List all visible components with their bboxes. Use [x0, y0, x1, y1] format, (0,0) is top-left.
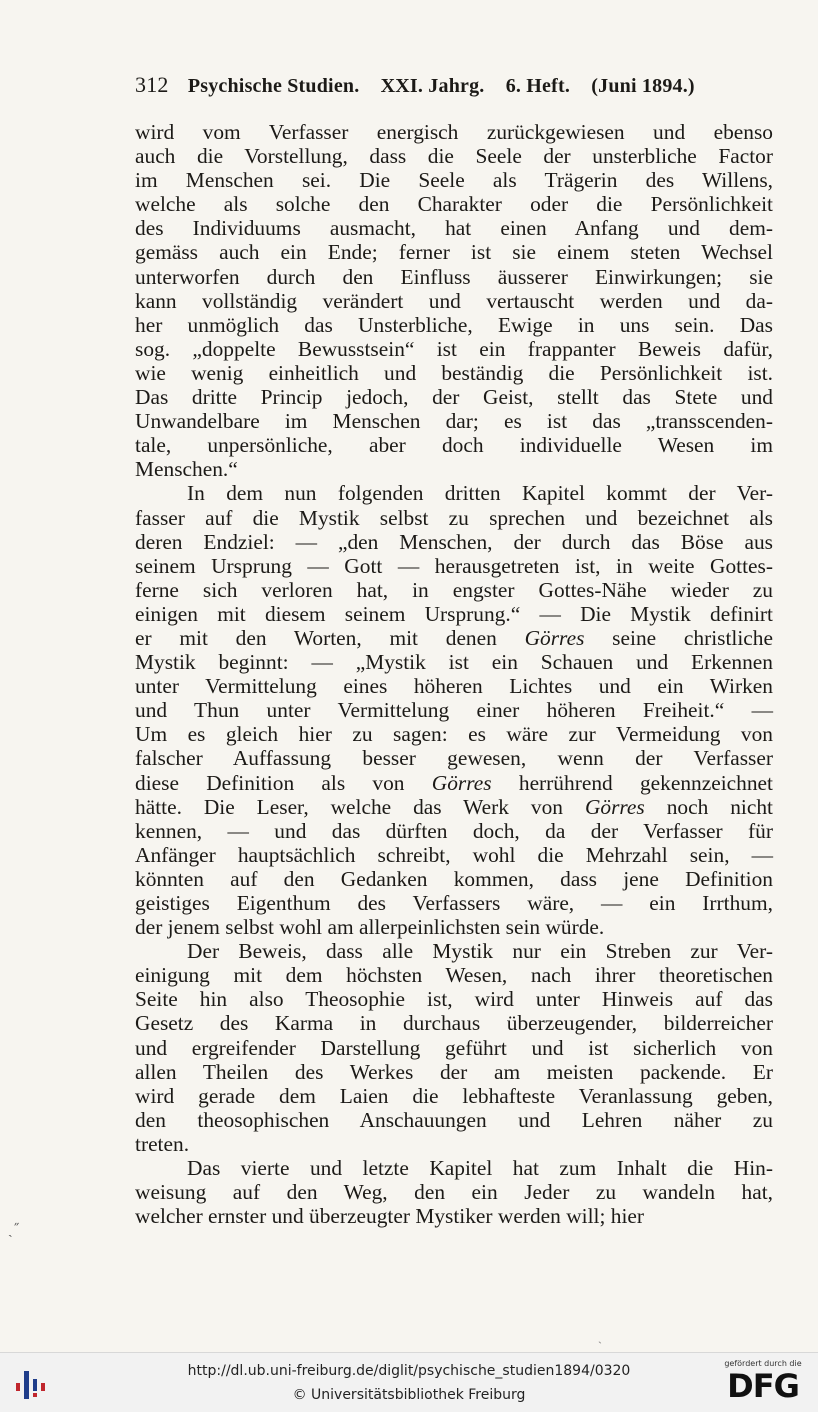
text-line: welcher ernster und überzeugter Mystiker werden will; hier: [135, 1204, 645, 1229]
viewer-footer: [0, 1352, 818, 1412]
text-line: unter Vermittelung eines höheren Lichtes und ein Wirken: [135, 674, 773, 699]
text-line: Das dritte Princip jedoch, der Geist, stellt das Stete und: [135, 385, 773, 410]
dfg-logo: [718, 1359, 808, 1407]
text-line: weisung auf den Weg, den ein Jeder zu wandeln hat,: [135, 1180, 773, 1205]
text-line: Unwandelbare im Menschen dar; es ist das „transscenden-: [135, 409, 773, 434]
text-line: im Menschen sei. Die Seele als Trägerin des Willens,: [135, 168, 773, 193]
text-line: er mit den Worten, mit denen Görres seine christliche: [135, 625, 773, 650]
text-line: geistiges Eigenthum des Verfassers wäre, — ein Irrthum,: [135, 891, 773, 915]
text-line: Das vierte und letzte Kapitel hat zum Inhalt die Hin-: [187, 1156, 773, 1181]
text-line: allen Theilen des Werkes der am meisten packende. Er: [135, 1059, 773, 1084]
stray-mark: ˏ: [598, 1330, 602, 1344]
page-number: 312: [135, 72, 169, 97]
text-line: des Individuums ausmacht, hat einen Anfang und dem-: [135, 216, 773, 241]
journal-issue: 6. Heft.: [505, 75, 571, 97]
text-line: kennen, — und das dürften doch, da der Verfasser für: [135, 818, 773, 843]
text-line: tale, unpersönliche, aber doch individuelle Wesen im: [135, 433, 773, 458]
copyright-notice: © Universitätsbibliothek Freiburg: [292, 1387, 526, 1403]
running-header: [135, 72, 775, 102]
text-line: Menschen.“: [135, 457, 238, 482]
text-line: seinem Ursprung — Gott — herausgetreten ist, in weite Gottes-: [135, 553, 773, 578]
dfg-wordmark: DFG: [727, 1367, 799, 1405]
text-line: und ergreifender Darstellung geführt und ist sicherlich von: [135, 1035, 773, 1060]
permalink-url[interactable]: http://dl.ub.uni-freiburg.de/diglit/psychische_studien1894/0320: [187, 1363, 631, 1379]
text-line: Der Beweis, dass alle Mystik nur ein Streben zur Ver-: [187, 939, 773, 964]
text-line: her unmöglich das Unsterbliche, Ewige in uns sein. Das: [135, 312, 773, 337]
text-line: kann vollständig verändert und vertauscht werden und da-: [135, 288, 773, 313]
journal-date: (Juni 1894.): [591, 75, 695, 97]
text-line: unterworfen durch den Einfluss äusserer Einwirkungen; sie: [135, 264, 773, 289]
text-line: treten.: [135, 1131, 190, 1156]
text-line: welche als solche den Charakter oder die Persönlichkeit: [135, 192, 773, 217]
text-line: wie wenig einheitlich und beständig die Persönlichkeit ist.: [135, 360, 773, 385]
text-line: ferne sich verloren hat, in engster Gottes-Nähe wieder zu: [135, 577, 773, 602]
journal-year: XXI. Jahrg.: [380, 75, 485, 97]
text-line: Gesetz des Karma in durchaus überzeugender, bilderreicher: [135, 1011, 773, 1036]
text-line: deren Endziel: — „den Menschen, der durch das Böse aus: [135, 529, 773, 554]
text-line: In dem nun folgenden dritten Kapitel kommt der Ver-: [187, 481, 773, 506]
dfg-caption: gefördert durch die: [724, 1359, 802, 1368]
text-line: auch die Vorstellung, dass die Seele der unsterbliche Factor: [135, 144, 773, 169]
margin-mark: ˏ˝: [8, 1222, 20, 1238]
journal-title: Psychische Studien.: [187, 75, 360, 97]
text-line: fasser auf die Mystik selbst zu sprechen und bezeichnet als: [135, 505, 773, 530]
text-line: diese Definition als von Görres herrührend gekennzeichnet: [135, 770, 773, 795]
text-line: wird vom Verfasser energisch zurückgewiesen und ebenso: [135, 120, 773, 144]
text-line: sog. „doppelte Bewusstsein“ ist ein frappanter Beweis dafür,: [135, 336, 773, 361]
text-line: Anfänger hauptsächlich schreibt, wohl die Mehrzahl sein, —: [135, 842, 773, 867]
text-line: gemäss auch ein Ende; ferner ist sie einem steten Wechsel: [135, 240, 773, 265]
body-text: [135, 120, 773, 1228]
text-line: einigen mit diesem seinem Ursprung.“ — Die Mystik definirt: [135, 601, 773, 626]
text-line: Mystik beginnt: — „Mystik ist ein Schauen und Erkennen: [135, 650, 773, 675]
text-line: einigung mit dem höchsten Wesen, nach ihrer theoretischen: [135, 963, 773, 988]
text-line: falscher Auffassung besser gewesen, wenn der Verfasser: [135, 746, 773, 771]
text-line: und Thun unter Vermittelung einer höheren Freiheit.“ —: [135, 698, 773, 723]
text-line: den theosophischen Anschauungen und Lehren näher zu: [135, 1107, 773, 1132]
text-line: hätte. Die Leser, welche das Werk von Görres noch nicht: [135, 794, 773, 819]
text-line: wird gerade dem Laien die lebhafteste Veranlassung geben,: [135, 1083, 773, 1108]
text-line: könnten auf den Gedanken kommen, dass jene Definition: [135, 866, 773, 891]
text-line: Um es gleich hier zu sagen: es wäre zur Vermeidung von: [135, 722, 773, 747]
text-line: der jenem selbst wohl am allerpeinlichsten sein würde.: [135, 915, 605, 940]
text-line: Seite hin also Theosophie ist, wird unter Hinweis auf das: [135, 987, 773, 1012]
